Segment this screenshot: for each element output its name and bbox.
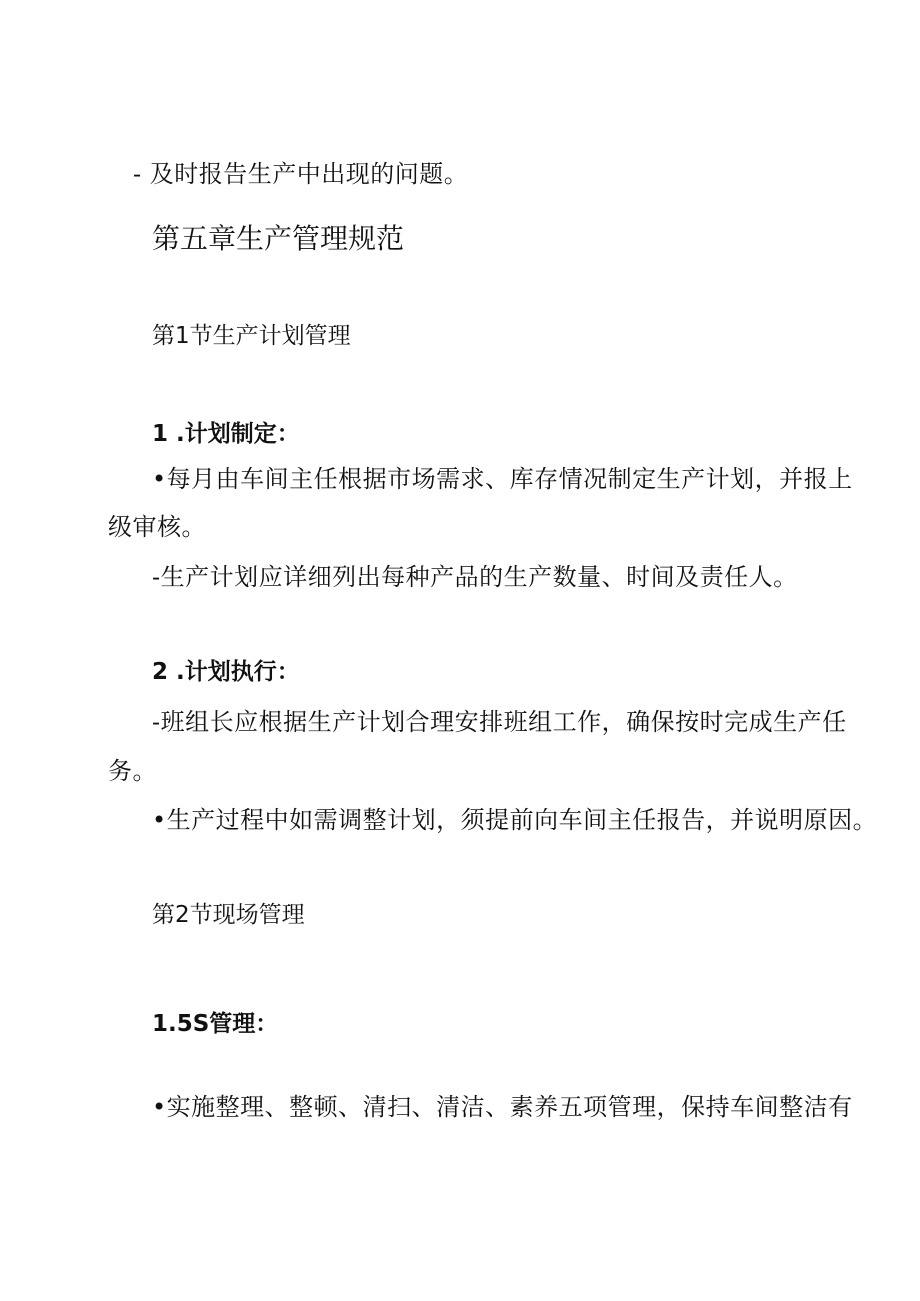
section-1-title: 第1节生产计划管理	[152, 323, 351, 349]
item-2-paragraph-1-line-1: -班组长应根据生产计划合理安排班组工作，确保按时完成生产任	[152, 708, 847, 736]
item-1-paragraph-2: -生产计划应详细列出每种产品的生产数量、时间及责任人。	[152, 563, 798, 591]
item-1-paragraph-1-line-1: •每月由车间主任根据市场需求、库存情况制定生产计划，并报上	[152, 465, 853, 493]
item-1-paragraph-1-line-2: 级审核。	[108, 513, 206, 541]
item-1-heading: 1 .计划制定：	[152, 421, 300, 447]
item-3-heading: 1.5S管理：	[152, 1011, 279, 1037]
chapter-title: 第五章生产管理规范	[152, 222, 405, 255]
item-2-paragraph-1-line-2: 务。	[108, 757, 157, 785]
item-2-heading: 2 .计划执行：	[152, 659, 300, 685]
bullet-report-problems: - 及时报告生产中出现的问题。	[133, 160, 469, 188]
item-3-paragraph-1: •实施整理、整顿、清扫、清洁、素养五项管理，保持车间整洁有	[152, 1093, 853, 1121]
section-2-title: 第2节现场管理	[152, 902, 305, 928]
item-2-paragraph-2: •生产过程中如需调整计划，须提前向车间主任报告，并说明原因。	[152, 806, 878, 834]
